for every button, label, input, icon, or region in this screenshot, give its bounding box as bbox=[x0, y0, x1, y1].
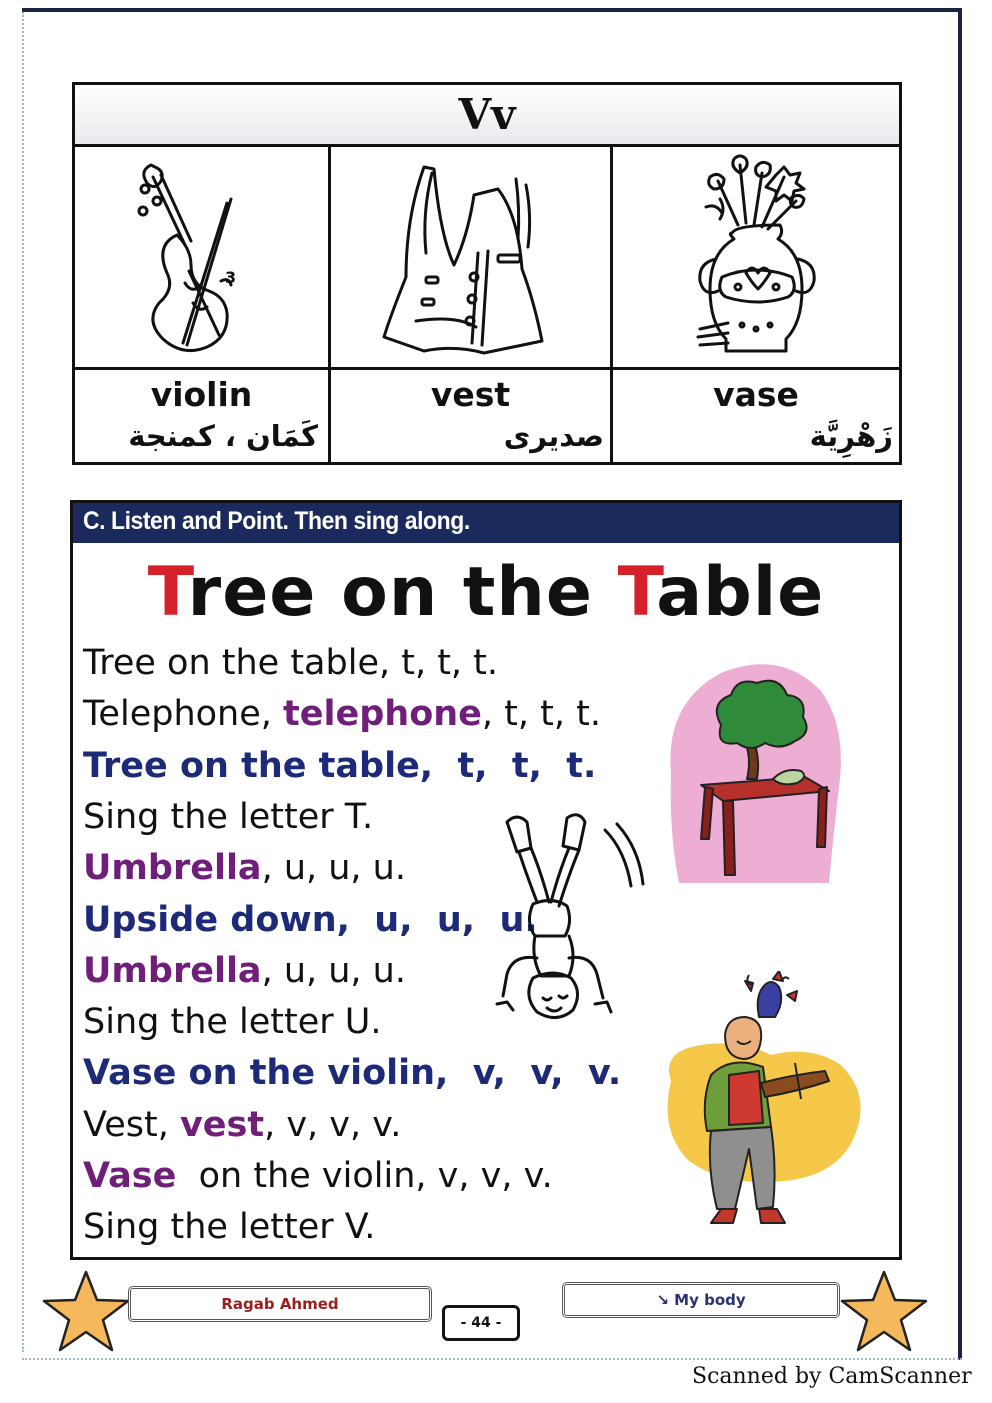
lyric-segment: Telephone, bbox=[83, 694, 284, 735]
author-box bbox=[128, 1286, 432, 1322]
vocab-picture bbox=[75, 147, 328, 370]
song-section bbox=[70, 500, 902, 1260]
song-line bbox=[83, 848, 406, 888]
instruction-bar bbox=[73, 503, 899, 543]
vocab-cell-vase bbox=[613, 147, 899, 465]
star-icon bbox=[40, 1268, 132, 1354]
song-line bbox=[83, 951, 406, 991]
song-line bbox=[83, 1207, 375, 1247]
vocab-cell-violin bbox=[75, 147, 331, 465]
lyric-segment: , v, v, v. bbox=[264, 1104, 402, 1145]
vocab-table bbox=[72, 82, 902, 465]
song-line bbox=[83, 1105, 401, 1145]
violin-icon bbox=[127, 153, 277, 358]
page-number: - 44 - bbox=[442, 1305, 520, 1341]
instruction-text: C. Listen and Point. Then sing along. bbox=[83, 507, 470, 535]
star-icon bbox=[838, 1268, 930, 1354]
vocab-picture bbox=[613, 147, 899, 370]
vocab-arabic: كَمَان ، كمنجة bbox=[128, 419, 318, 453]
vest-icon bbox=[376, 153, 566, 358]
song-line bbox=[83, 643, 498, 683]
author-name: Ragab Ahmed bbox=[221, 1295, 339, 1313]
lyric-segment: , t, t, t. bbox=[481, 694, 601, 735]
lyric-segment: vest bbox=[179, 1104, 265, 1145]
vocab-word: violin bbox=[150, 375, 253, 414]
vocab-heading bbox=[75, 85, 899, 147]
lyric-segment: , u, u, u. bbox=[261, 848, 406, 889]
title-letter: T bbox=[617, 553, 657, 632]
frame-bottom-border bbox=[22, 1358, 962, 1362]
title-text: ree on the bbox=[187, 553, 618, 632]
lyric-segment: on the violin, v, v, v. bbox=[176, 1156, 553, 1196]
lyric-segment: Sing the letter T. bbox=[83, 796, 374, 837]
lyric-segment: telephone bbox=[283, 694, 482, 735]
song-line bbox=[83, 1002, 382, 1042]
svg-text:3: 3 bbox=[224, 268, 236, 287]
upside-down-child-picture bbox=[493, 808, 653, 1033]
lyric-segment: Upside down, u, u, u. bbox=[83, 899, 538, 940]
vase-icon bbox=[676, 153, 836, 363]
song-title bbox=[73, 553, 899, 632]
song-line bbox=[83, 900, 538, 940]
arrow-icon: ↘ bbox=[656, 1291, 669, 1309]
unit-name: My body bbox=[674, 1291, 746, 1309]
tree-on-table-picture bbox=[661, 661, 843, 883]
lyric-segment: Vase on the violin, v, v, v. bbox=[83, 1053, 622, 1094]
lyric-segment: Vest, bbox=[83, 1104, 180, 1145]
vocab-picture bbox=[331, 147, 610, 370]
vocab-arabic: صديرى bbox=[503, 419, 604, 453]
song-line bbox=[83, 797, 373, 837]
lyric-segment: Sing the letter U. bbox=[83, 1002, 382, 1043]
lyric-segment: Vase bbox=[83, 1156, 177, 1196]
vocab-cell-vest bbox=[331, 147, 613, 465]
title-letter: T bbox=[147, 553, 188, 632]
frame-left-border bbox=[22, 12, 26, 1352]
song-line bbox=[83, 694, 601, 734]
scanner-watermark: Scanned by CamScanner bbox=[692, 1364, 972, 1389]
vocab-letter: Vv bbox=[458, 90, 516, 139]
lyric-segment: , u, u, u. bbox=[261, 950, 406, 991]
lyric-segment: Tree on the table, t, t, t. bbox=[83, 643, 499, 683]
lyric-segment: Sing the letter V. bbox=[83, 1207, 376, 1248]
vocab-word: vest bbox=[430, 375, 511, 414]
lyric-segment: Tree on the table, t, t, t. bbox=[83, 745, 597, 786]
lyric-segment: Umbrella bbox=[83, 848, 262, 889]
song-line bbox=[83, 1156, 553, 1196]
vocab-word: vase bbox=[713, 375, 799, 414]
vocab-arabic: زَهْرِيَّة bbox=[809, 419, 893, 453]
violinist-picture bbox=[641, 971, 871, 1239]
song-line bbox=[83, 746, 596, 786]
unit-box bbox=[562, 1282, 840, 1318]
song-line bbox=[83, 1053, 621, 1093]
lyric-segment: Umbrella bbox=[83, 950, 262, 991]
title-text: able bbox=[656, 553, 825, 632]
